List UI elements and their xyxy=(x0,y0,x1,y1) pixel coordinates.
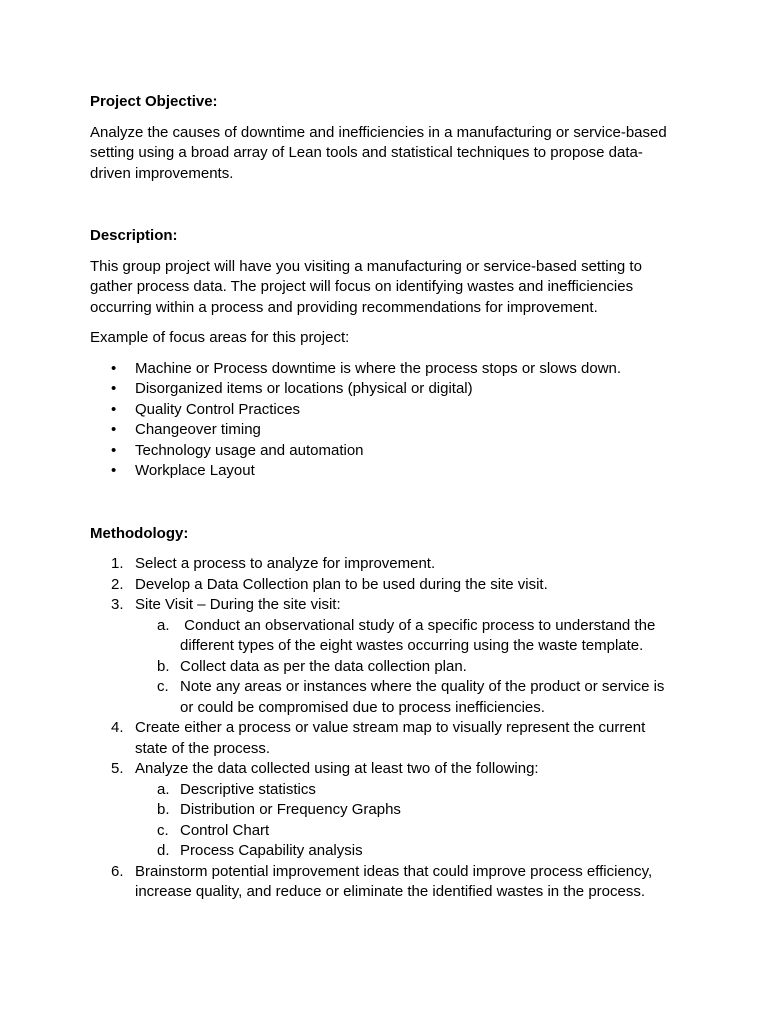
bullet-glyph: • xyxy=(111,421,117,438)
sub-steps xyxy=(135,616,680,719)
list-item xyxy=(90,379,680,400)
step-text: Develop a Data Collection plan to be used during the site visit. xyxy=(135,575,548,593)
objective-text: Analyze the causes of downtime and inefficiencies in a manufacturing or service-based setting using a broad array of Lean tools and statistical techniques to propose data-driven improvements. xyxy=(90,123,667,182)
sub-text: Distribution or Frequency Graphs xyxy=(180,801,401,818)
list-item xyxy=(90,575,680,596)
step-number: 5. xyxy=(111,760,124,777)
sub-letter: c. xyxy=(157,821,169,839)
focus-area-text: Disorganized items or locations (physical or digital) xyxy=(135,380,473,397)
list-item xyxy=(90,441,680,462)
description-text: This group project will have you visiting a manufacturing or service-based setting to gather process data. The project will focus on identifying wastes and inefficiencies occurring within a process and providing recommendations for improvement. xyxy=(90,257,642,316)
step-number: 1. xyxy=(111,555,124,572)
list-item xyxy=(135,821,680,842)
list-item xyxy=(90,400,680,421)
step-text: Create either a process or value stream map to visually represent the current state of the process. xyxy=(135,719,646,757)
sub-text: Process Capability analysis xyxy=(180,842,363,859)
list-item xyxy=(90,595,680,718)
focus-area-text: Quality Control Practices xyxy=(135,400,301,418)
bullet-glyph: • xyxy=(111,441,117,459)
list-item xyxy=(90,862,680,903)
step-text: Brainstorm potential improvement ideas that could improve process efficiency, increase quality, and reduce or eliminate the identified wastes in the process. xyxy=(135,862,653,900)
sub-text: Descriptive statistics xyxy=(180,780,316,798)
sub-letter: b. xyxy=(157,801,170,818)
methodology-steps xyxy=(90,554,680,903)
list-item xyxy=(135,800,680,821)
list-item xyxy=(135,616,680,657)
step-number: 4. xyxy=(111,719,124,736)
list-item xyxy=(135,657,680,678)
sub-steps xyxy=(135,780,680,862)
focus-area-text: Changeover timing xyxy=(135,421,261,438)
bullet-glyph: • xyxy=(111,462,117,479)
step-text: Select a process to analyze for improvement. xyxy=(135,555,436,572)
list-item xyxy=(90,359,680,380)
list-item xyxy=(90,554,680,575)
bullet-glyph: • xyxy=(111,380,117,397)
step-text: Site Visit – During the site visit: xyxy=(135,596,341,613)
sub-text: Note any areas or instances where the quality of the product or service is or could be compromised due to process inefficiencies. xyxy=(180,678,665,716)
list-item xyxy=(90,718,680,759)
focus-area-text: Technology usage and automation xyxy=(135,441,364,459)
sub-letter: c. xyxy=(157,678,169,695)
sub-letter: b. xyxy=(157,657,170,675)
objective-heading: Project Objective: xyxy=(90,93,218,110)
description-heading: Description: xyxy=(90,227,178,244)
bullet-glyph: • xyxy=(111,359,117,377)
list-item xyxy=(90,461,680,482)
bullet-glyph: • xyxy=(111,400,117,418)
focus-area-text: Machine or Process downtime is where the process stops or slows down. xyxy=(135,359,622,377)
sub-letter: d. xyxy=(157,842,170,859)
sub-letter: a. xyxy=(157,616,170,634)
step-number: 3. xyxy=(111,596,124,613)
list-item xyxy=(90,420,680,441)
focus-areas-list xyxy=(90,359,680,482)
sub-text: Conduct an observational study of a specific process to understand the different types of the eight wastes occurring using the waste template. xyxy=(180,616,660,654)
step-number: 6. xyxy=(111,862,124,880)
sub-text: Collect data as per the data collection plan. xyxy=(180,657,467,675)
methodology-heading: Methodology: xyxy=(90,524,189,542)
list-item xyxy=(135,780,680,801)
step-text: Analyze the data collected using at least two of the following: xyxy=(135,760,539,777)
sub-letter: a. xyxy=(157,780,170,798)
focus-intro: Example of focus areas for this project: xyxy=(90,329,350,346)
document-content xyxy=(90,92,680,903)
list-item xyxy=(135,841,680,862)
list-item xyxy=(135,677,680,718)
focus-area-text: Workplace Layout xyxy=(135,462,255,479)
sub-text: Control Chart xyxy=(180,821,270,839)
list-item xyxy=(90,759,680,862)
step-number: 2. xyxy=(111,575,124,593)
